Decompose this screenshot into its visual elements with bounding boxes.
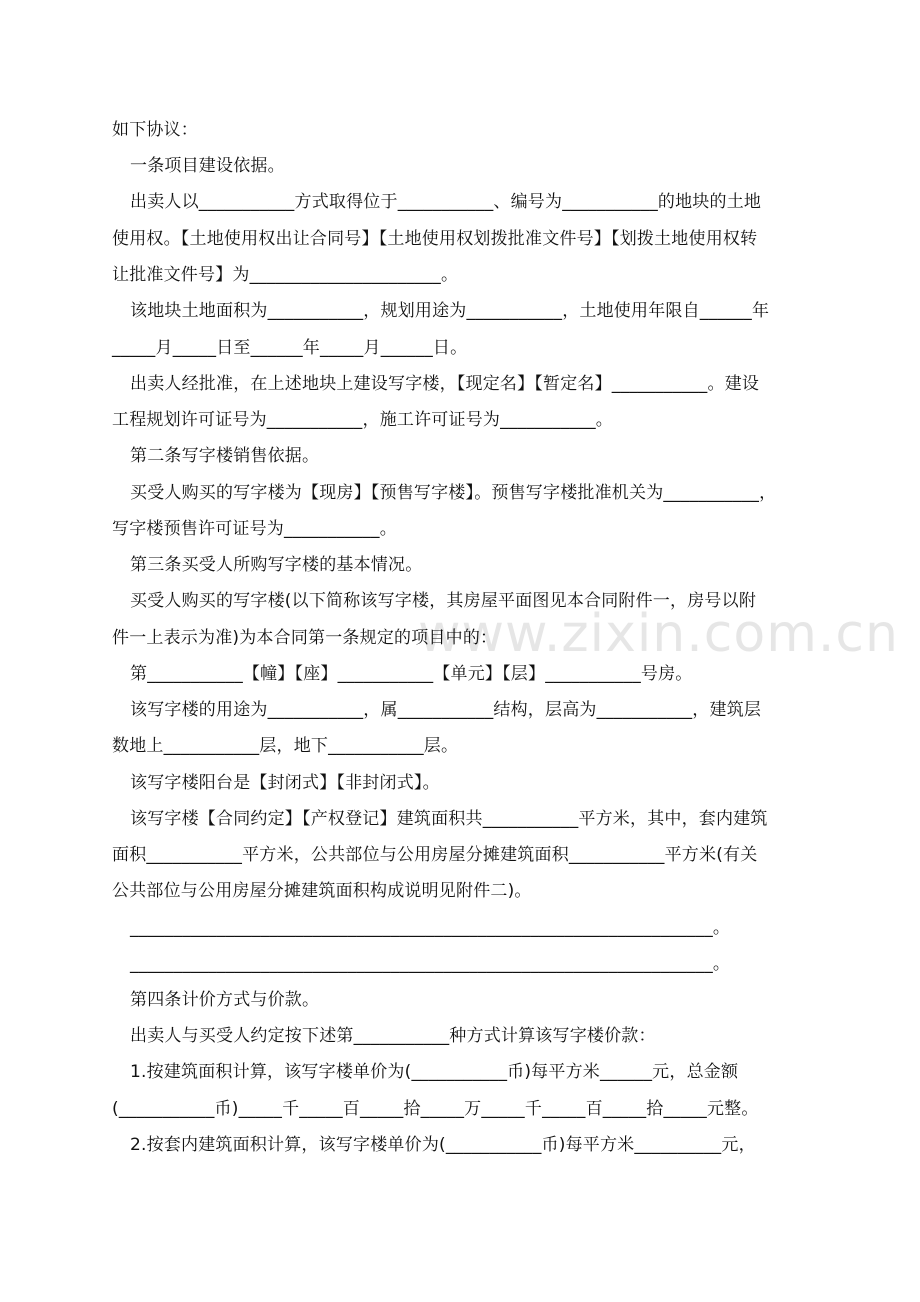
text-line: 使用权。【土地使用权出让合同号】【土地使用权划拨批准文件号】【划拨土地使用权转 — [112, 229, 758, 249]
text-line: 2.按套内建筑面积计算，该写字楼单价为(___________币)每平方米__________元， — [130, 1135, 756, 1155]
text-line: 公共部位与公用房屋分摊建筑面积构成说明见附件二)。 — [112, 881, 532, 901]
text-line: 第二条写字楼销售依据。 — [130, 446, 320, 466]
text-line: 出卖人经批准，在上述地块上建设写字楼，【现定名】【暂定名】___________。建设 — [130, 374, 760, 394]
text-line: 件一上表示为准)为本合同第一条规定的项目中的： — [112, 628, 498, 648]
text-line: 该写字楼的用途为___________，属___________结构，层高为___________，建筑层 — [130, 700, 762, 720]
text-line: 一条项目建设依据。 — [130, 156, 285, 176]
text-line: (___________币)_____千_____百_____拾_____万_____千_____百_____拾_____元整。 — [112, 1099, 759, 1119]
text-line: 写字楼预售许可证号为___________。 — [112, 519, 397, 539]
text-line: 数地上___________层，地下___________层。 — [112, 736, 459, 756]
text-line: 如下协议： — [112, 120, 198, 140]
text-line: ___________________________________________________________________。 — [130, 918, 731, 938]
text-line: _____月_____日至______年_____月______日。 — [112, 338, 468, 358]
text-line: 第___________【幢】【座】___________【单元】【层】___________号房。 — [130, 664, 693, 684]
text-line: 买受人购买的写字楼为【现房】【预售写字楼】。预售写字楼批准机关为___________， — [130, 483, 777, 503]
text-line: 该写字楼阳台是【封闭式】【非封闭式】。 — [130, 773, 440, 793]
text-line: 该地块土地面积为___________，规划用途为___________，土地使用年限自______年 — [130, 301, 770, 321]
text-line: ___________________________________________________________________。 — [130, 954, 731, 974]
text-line: 面积___________平方米，公共部位与公用房屋分摊建筑面积___________平方米(有关 — [112, 845, 758, 865]
text-line: 该写字楼【合同约定】【产权登记】建筑面积共___________平方米，其中，套内建筑 — [130, 809, 768, 829]
text-line: 出卖人与买受人约定按下述第___________种方式计算该写字楼价款： — [130, 1026, 656, 1046]
text-line: 第四条计价方式与价款。 — [130, 990, 320, 1010]
text-line: 1.按建筑面积计算，该写字楼单价为(___________币)每平方米______元，总金额 — [130, 1062, 739, 1082]
text-line: 第三条买受人所购写字楼的基本情况。 — [130, 555, 423, 575]
text-line: 出卖人以___________方式取得位于___________、编号为___________的地块的土地 — [130, 192, 762, 212]
text-line: 让批准文件号】为______________________。 — [112, 265, 459, 285]
watermark: www.zixin.com.cn — [418, 604, 899, 664]
text-line: 工程规划许可证号为___________，施工许可证号为___________。 — [112, 410, 613, 430]
text-line: 买受人购买的写字楼(以下简称该写字楼，其房屋平面图见本合同附件一，房号以附 — [130, 591, 757, 611]
